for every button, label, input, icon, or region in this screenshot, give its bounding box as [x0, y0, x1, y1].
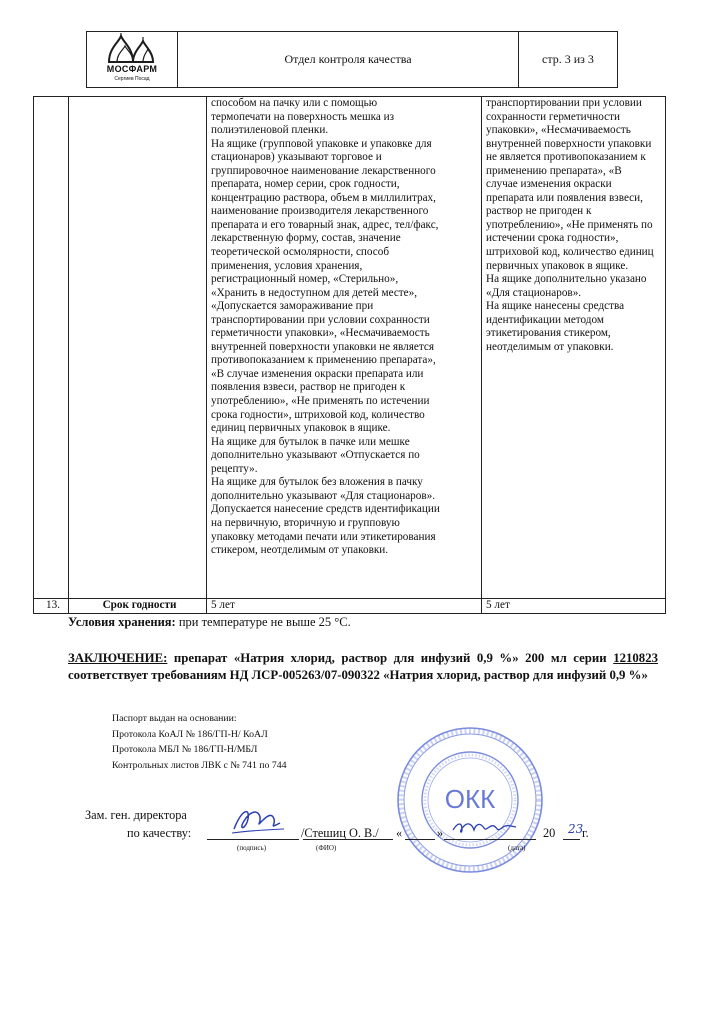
position-line-1: Зам. ген. директора [85, 808, 187, 822]
conclusion-text-1: препарат «Натрия хлорид, раствор для инфузий 0,9 %» 200 мл серии [167, 651, 614, 665]
caption-signature: (подпись) [237, 844, 267, 852]
basis-title: Паспорт выдан на основании: [112, 713, 237, 724]
basis-line: Протокола МБЛ № 186/ГП-Н/МБЛ [112, 744, 258, 755]
basis-line: Протокола КоАЛ № 186/ГП-Н/ КоАЛ [112, 728, 268, 740]
quality-table [33, 96, 666, 614]
table-row [34, 97, 666, 599]
table-row [34, 599, 666, 614]
conclusion [68, 650, 658, 684]
storage-conditions [68, 615, 351, 630]
day-line [405, 838, 435, 840]
caption-name: (ФИО) [316, 844, 337, 852]
caption-date: (дата) [508, 844, 526, 852]
cell-parameter [69, 97, 207, 599]
brand-name: МОСФАРМ [106, 64, 158, 74]
cell-number [34, 97, 69, 599]
result-text: транспортировании при условии сохранности герметичности упаковки», «Несмачиваемость внутренней поверхности упаковки не является противопоказанием к применению препарата», «В случае изменения окраски препарата или появления взвеси, раствор не пригоден к употреблению», «Не применять по истечении срока годности», штриховой код, количество единиц первичных упаковок в ящике. На ящике дополнительно указано «Для стационаров». На ящике нанесены средства идентификации методом этикетирования стикером, неотделимым от упаковки. [486, 97, 654, 353]
handwritten-date [450, 818, 520, 836]
basis-line: Контрольных листов ЛВК с № 741 по 744 [112, 759, 287, 771]
batch-number: 1210823 [613, 651, 658, 665]
cell-requirement [207, 97, 482, 599]
company-logo [87, 32, 178, 87]
okk-stamp [395, 725, 545, 875]
year-suffix: г. [582, 826, 589, 840]
signature-line [207, 838, 299, 840]
page-number: стр. 3 из 3 [542, 52, 594, 66]
document-header [86, 31, 618, 88]
row-number: 13. [34, 599, 69, 614]
position-line-2: по качеству: [127, 826, 192, 840]
stamp-center-text: ОКК [444, 784, 496, 814]
brand-subtitle: Сергиев Посад [114, 76, 150, 82]
year-prefix: 20 [543, 826, 556, 840]
cell-result [482, 97, 666, 599]
row-parameter: Срок годности [69, 599, 207, 614]
handwritten-signature [228, 803, 286, 837]
conclusion-text-2: соответствует требованиям НД ЛСР-005263/07-090322 «Натрия хлорид, раствор для инфузий 0,9 %» [68, 668, 648, 682]
row-result: 5 лет [482, 599, 666, 614]
date-quote-open: « [396, 826, 403, 840]
conclusion-label: ЗАКЛЮЧЕНИЕ: [68, 651, 168, 665]
date-quote-close: » [437, 826, 444, 840]
month-line [444, 838, 536, 840]
passport-basis [112, 711, 287, 773]
year-handwritten: 23 [568, 822, 584, 836]
signer-name: /Стешиц О. В./ [301, 826, 379, 840]
storage-text: при температуре не выше 25 °С. [175, 615, 351, 629]
name-line [303, 838, 393, 840]
row-requirement: 5 лет [207, 599, 482, 614]
requirement-text: способом на пачку или с помощью термопечати на поверхность мешка из полиэтиленовой пленки. На ящике (групповой упаковке и упаковке для стационаров) указывают торговое и группировочное наименование лекарственного препарата, номер серии, срок годности, концентрацию раствора, объем в миллилитрах, наименование производителя лекарственного препарата и его товарный знак, адрес, тел/факс, лекарственную форму, состав, значение теоретической осмолярности, способ применения, условия хранения, регистрационный номер, «Стерильно», «Хранить в недоступном для детей месте», «Допускается замораживание при транспортировании при условии сохранности герметичности упаковки», «Несмачиваемость внутренней поверхности упаковки не является противопоказанием к применению препарата», «В случае изменения окраски препарата или появления взвеси, раствор не пригоден к употреблению», «Не применять по истечении срока годности», штриховой код, количество единиц первичных упаковок в ящике. На ящике для бутылок в пачке или мешке дополнительно указывают «Отпускается по рецепту». На ящике для бутылок без вложения в пачку дополнительно указывают «Для стационаров». Допускается нанесение средств идентификации на первичную, вторичную и групповую упаковку методами печати или этикетирования стикером, неотделимым от упаковки. [211, 97, 440, 557]
department-title: Отдел контроля качества [178, 32, 519, 87]
year-line [563, 838, 580, 840]
storage-label: Условия хранения: [68, 615, 176, 629]
